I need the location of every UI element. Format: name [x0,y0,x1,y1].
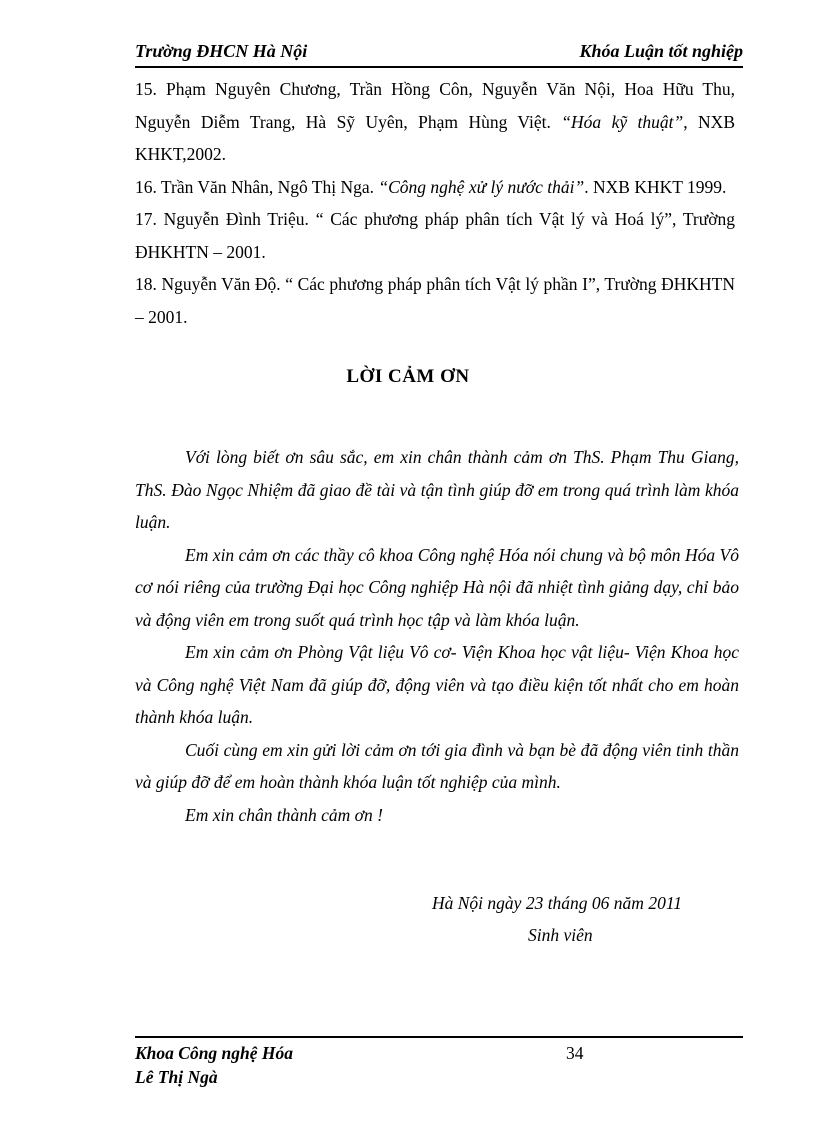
acknowledgement-paragraph: Cuối cùng em xin gửi lời cảm ơn tới gia đình và bạn bè đã động viên tinh thần và giúp đỡ để em hoàn thành khóa luận tốt nghiệp của mình. [135,739,739,792]
acknowledgement-paragraph: Em xin cảm ơn Phòng Vật liệu Vô cơ- Viện Khoa học vật liệu- Viện Khoa học và Công nghệ Việt Nam đã giúp đỡ, động viên và tạo điều kiện tốt nhất cho em hoàn thành khóa luận. [135,642,739,727]
reference-item: 15. Phạm Nguyên Chương, Trần Hồng Côn, Nguyễn Văn Nội, Hoa Hữu Thu, Nguyễn Diễm Trang, Hà Sỹ Uyên, Phạm Hùng Việt. “Hóa kỹ thuật”, NXB KHKT,2002. [135,79,735,164]
page-header [135,40,743,68]
reference-item: 17. Nguyễn Đình Triệu. “ Các phương pháp phân tích Vật lý và Hoá lý”, Trường ĐHKHTN – 2001. [135,209,735,262]
footer-divider [135,1036,743,1038]
footer-department: Khoa Công nghệ Hóa [135,1043,294,1063]
reference-item: 18. Nguyễn Văn Độ. “ Các phương pháp phân tích Vật lý phần I”, Trường ĐHKHTN – 2001. [135,274,735,327]
footer-info [135,1041,293,1089]
signature-role: Sinh viên [528,925,593,945]
reference-item: 16. Trần Văn Nhân, Ngô Thị Nga. “Công nghệ xử lý nước thải”. NXB KHKT 1999. [135,176,727,197]
acknowledgement-paragraph: Em xin cảm ơn các thầy cô khoa Công nghệ Hóa nói chung và bộ môn Hóa Vô cơ nói riêng của trường Đại học Công nghiệp Hà nội đã nhiệt tình giảng dạy, chỉ bảo và động viên em trong suốt quá trình học tập và làm khóa luận. [135,544,739,630]
footer-author: Lê Thị Ngà [135,1067,218,1087]
header-university: Trường ĐHCN Hà Nội [135,41,308,61]
reference-list [135,73,735,333]
acknowledgement-paragraph: Với lòng biết ơn sâu sắc, em xin chân thành cảm ơn ThS. Phạm Thu Giang, ThS. Đào Ngọc Nhiệm đã giao đề tài và tận tình giúp đỡ em trong quá trình làm khóa luận. [135,447,739,532]
acknowledgement-body [135,441,739,831]
signature-date: Hà Nội ngày 23 tháng 06 năm 2011 [432,893,683,913]
page-number: 34 [566,1043,584,1063]
acknowledgement-heading: LỜI CẢM ƠN [346,366,470,387]
acknowledgement-paragraph: Em xin chân thành cảm ơn ! [185,804,383,825]
header-document-type: Khóa Luận tốt nghiệp [579,41,743,61]
